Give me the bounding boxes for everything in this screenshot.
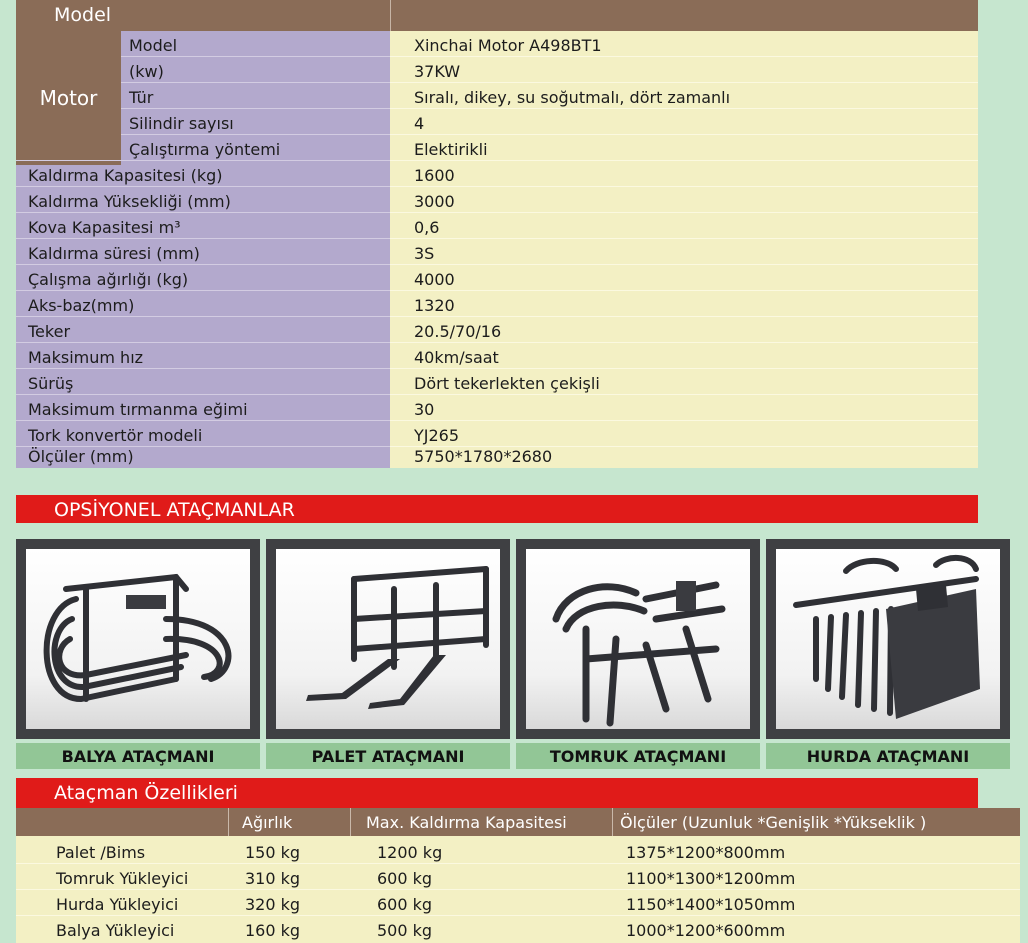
spec-header-value	[391, 0, 429, 31]
attachment-photo-log	[516, 539, 760, 739]
spec-row-value: 1320	[414, 296, 455, 315]
spec-row-value: 1600	[414, 166, 455, 185]
table-cell: 150 kg	[245, 843, 301, 862]
table-cell: 500 kg	[377, 921, 433, 940]
column-header-dimensions: Ölçüler (Uzunluk *Genişlik *Yükseklik )	[620, 813, 927, 832]
spec-row-value: Elektirikli	[414, 140, 488, 159]
motor-group-label: Motor	[16, 31, 121, 165]
table-cell: 1375*1200*800mm	[626, 843, 786, 862]
spec-row	[16, 135, 978, 161]
spec-row-value: 5750*1780*2680	[414, 447, 553, 466]
spec-row	[16, 369, 978, 395]
spec-row	[16, 161, 978, 187]
spec-row-label: Maksimum hız	[28, 348, 144, 367]
table-cell: 160 kg	[245, 921, 301, 940]
attachment-label-bale: BALYA ATAÇMANI	[16, 743, 260, 769]
attachment-photo-pallet	[266, 539, 510, 739]
table-cell: Tomruk Yükleyici	[56, 869, 189, 888]
spec-row-label: Kaldırma Kapasitesi (kg)	[28, 166, 223, 185]
spec-row-label: Tür	[129, 88, 154, 107]
spec-row	[16, 343, 978, 369]
spec-row-value: 4	[414, 114, 425, 133]
log-grapple-icon	[526, 549, 750, 729]
spec-row-label: Maksimum tırmanma eğimi	[28, 400, 248, 419]
table-cell: 320 kg	[245, 895, 301, 914]
spec-row-value: 0,6	[414, 218, 440, 237]
spec-row-value: 40km/saat	[414, 348, 499, 367]
optional-attachments-banner: OPSİYONEL ATAÇMANLAR	[16, 495, 978, 523]
table-cell: 600 kg	[377, 869, 433, 888]
spec-row-value: Xinchai Motor A498BT1	[414, 36, 602, 55]
spec-row-value: 3000	[414, 192, 455, 211]
spec-row-label: Tork konvertör modeli	[28, 426, 203, 445]
attachment-label-pallet: PALET ATAÇMANI	[266, 743, 510, 769]
spec-row	[16, 187, 978, 213]
spec-row-value: Sıralı, dikey, su soğutmalı, dört zamanlı	[414, 88, 731, 107]
spec-row-label: Kaldırma süresi (mm)	[28, 244, 200, 263]
table-cell: 1150*1400*1050mm	[626, 895, 796, 914]
spec-row-value: Dört tekerlekten çekişli	[414, 374, 600, 393]
attachment-photo-bale	[16, 539, 260, 739]
spec-row	[16, 395, 978, 421]
spec-row-value: 30	[414, 400, 435, 419]
spec-row-value: YJ265	[414, 426, 460, 445]
spec-row-label: Kova Kapasitesi m³	[28, 218, 181, 237]
table-cell: 1100*1300*1200mm	[626, 869, 796, 888]
spec-row-value: 37KW	[414, 62, 461, 81]
table-cell: Hurda Yükleyici	[56, 895, 179, 914]
table-row	[16, 916, 1020, 942]
table-row	[16, 864, 1020, 890]
attachment-table-body	[16, 836, 1020, 943]
spec-row	[16, 213, 978, 239]
spec-row-label: Çalıştırma yöntemi	[129, 140, 281, 159]
bale-clamp-icon	[26, 549, 250, 729]
scrap-grapple-icon	[776, 549, 1000, 729]
pallet-fork-icon	[276, 549, 500, 729]
spec-row-value: 3S	[414, 244, 435, 263]
spec-row	[16, 83, 978, 109]
spec-row-label: Silindir sayısı	[129, 114, 234, 133]
table-cell: 310 kg	[245, 869, 301, 888]
spec-row	[16, 109, 978, 135]
table-cell: 1200 kg	[377, 843, 443, 862]
column-header-weight: Ağırlık	[242, 813, 293, 832]
spec-table-header	[16, 0, 978, 31]
table-row	[16, 838, 1020, 864]
spec-row	[16, 317, 978, 343]
attachment-table-header	[16, 808, 1020, 836]
attachment-specs-title: Ataçman Özellikleri	[16, 778, 978, 808]
spec-row-value: 20.5/70/16	[414, 322, 502, 341]
attachment-label-scrap: HURDA ATAÇMANI	[766, 743, 1010, 769]
spec-row-label: Aks-baz(mm)	[28, 296, 135, 315]
column-header-capacity: Max. Kaldırma Kapasitesi	[366, 813, 567, 832]
spec-row-label: (kw)	[129, 62, 164, 81]
spec-row	[16, 442, 978, 468]
table-cell: 600 kg	[377, 895, 433, 914]
table-cell: Palet /Bims	[56, 843, 146, 862]
spec-row-label: Ölçüler (mm)	[28, 447, 134, 466]
attachment-photo-scrap	[766, 539, 1010, 739]
spec-row-label: Teker	[28, 322, 71, 341]
table-cell: 1000*1200*600mm	[626, 921, 786, 940]
table-cell: Balya Yükleyici	[56, 921, 175, 940]
spec-row-label: Çalışma ağırlığı (kg)	[28, 270, 189, 289]
spec-header-label: Model	[16, 0, 391, 31]
spec-row	[16, 291, 978, 317]
table-row	[16, 890, 1020, 916]
spec-row	[16, 57, 978, 83]
spec-row	[16, 239, 978, 265]
spec-row-label: Model	[129, 36, 178, 55]
spec-row-value: 4000	[414, 270, 455, 289]
attachment-label-log: TOMRUK ATAÇMANI	[516, 743, 760, 769]
spec-row	[16, 265, 978, 291]
spec-row-label: Sürüş	[28, 374, 74, 393]
spec-row-label: Kaldırma Yüksekliği (mm)	[28, 192, 231, 211]
spec-row	[16, 31, 978, 57]
